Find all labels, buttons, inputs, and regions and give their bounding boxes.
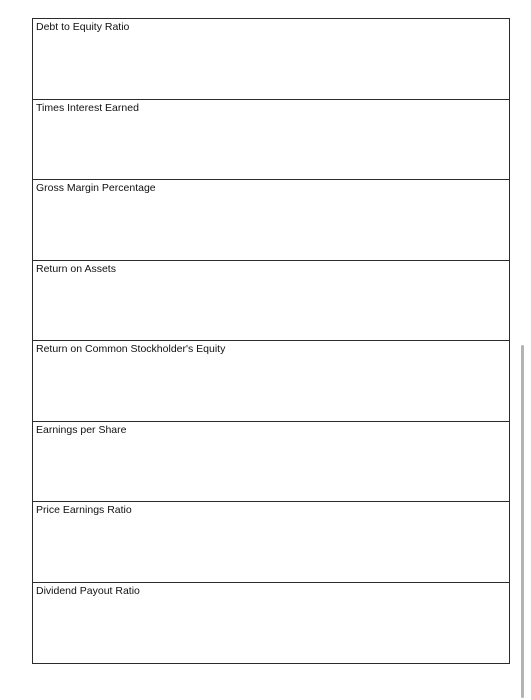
ratio-row-gross-margin-percentage[interactable] — [33, 180, 509, 261]
vertical-scrollbar-track[interactable] — [523, 0, 531, 700]
ratio-label: Price Earnings Ratio — [36, 504, 132, 516]
ratio-label: Earnings per Share — [36, 423, 127, 436]
ratio-table — [32, 18, 510, 664]
vertical-scrollbar-thumb[interactable] — [521, 345, 524, 698]
ratio-label: Return on Common Stockholder's Equity — [36, 343, 226, 355]
ratio-label: Gross Margin Percentage — [36, 182, 156, 194]
ratio-label: Times Interest Earned — [36, 101, 139, 114]
ratio-row-return-on-common-equity[interactable] — [33, 341, 509, 422]
ratio-label: Debt to Equity Ratio — [36, 21, 130, 33]
ratio-row-times-interest-earned[interactable] — [33, 100, 509, 181]
ratio-label: Dividend Payout Ratio — [36, 584, 140, 597]
ratio-row-debt-to-equity[interactable] — [33, 19, 509, 100]
ratio-row-price-earnings-ratio[interactable] — [33, 502, 509, 583]
ratio-row-dividend-payout-ratio[interactable] — [33, 583, 509, 664]
ratio-label: Return on Assets — [36, 262, 116, 275]
ratio-row-return-on-assets[interactable] — [33, 261, 509, 342]
ratio-row-earnings-per-share[interactable] — [33, 422, 509, 503]
